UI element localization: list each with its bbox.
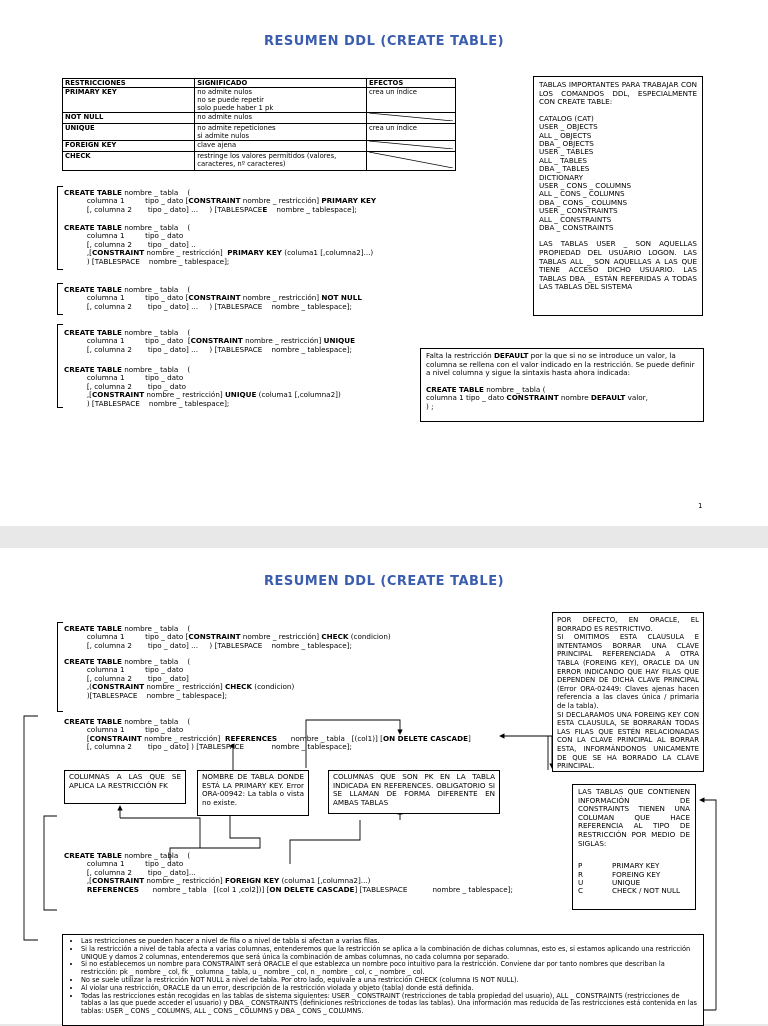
table-row [63,113,456,124]
restriction-cell: NOT NULL [63,113,195,124]
system-tables-note [533,76,703,316]
system-table-item: USER _ CONSTRAINTS [539,206,618,216]
constraint-code-row [578,887,690,895]
page-2 [0,548,768,1024]
effect-cell: crea un índice [367,124,456,141]
system-table-item: DBA _ CONSTRAINTS [539,223,614,233]
default-note [420,348,704,422]
system-table-item: DBA _ OBJECTS [539,139,594,148]
note-item: • Las restricciones se pueden hacer a nivel de fila o a nivel de tabla si afectan a varias filas. [81,938,699,946]
note-item: • Al violar una restricción, ORACLE da un error, descripción de la restricción violada y objeto (tabla) donde está definida. [81,985,699,993]
note-item: • Si la restricción a nivel de tabla afecta a varias columnas, entenderemos que la restricción se aplica a la combinación de dichas columnas, esto es, si estamos aplicando una restricción UNIQUE y damos 2 columnas, entenderemos que será única la combinación de ambas columnas, no cada columna por separado. [81,946,699,962]
restriction-cell: UNIQUE [63,124,195,141]
note-item: • Todas las restricciones están recogidas en las tablas de sistema siguientes: USER _ CONSTRAINT (restricciones de tabla propiedad del usuario), ALL _ CONSTRAINTS (restricciones de tablas a las que puede acceder el usuario) y DBA _ CONSTRAINTS (definiciones restricciones de todas las tablas). Una información mas reducida de las restricciones está contenida en las tablas: USER _ CONS _ COLUMNS, ALL _ CONS _ COLUMNS y DBA _ CONS _ COLUMNS. [81,993,699,1016]
note-item: • No se suele utilizar la restricción NOT NULL a nivel de tabla. Por otro lado, equivale a una restricción CHECK (columna IS NOT NULL). [81,977,699,985]
page-title: RESUMEN DDL (CREATE TABLE) [263,34,505,49]
fk-columns-callout: COLUMNAS A LAS QUE SE APLICA LA RESTRICCIÓN FK [64,770,186,804]
code-letter: P [578,861,583,871]
restriction-cell: PRIMARY KEY [63,88,195,113]
cross-line [369,152,453,168]
referenced-table-callout: NOMBRE DE TABLA DONDE ESTÁ LA PRIMARY KEY. Error ORA-00942: La tabla o vista no existe. [197,770,309,816]
code-meaning: CHECK / NOT NULL [612,886,681,896]
system-table-item: ALL _ CONS _ COLUMNS [539,189,625,199]
notes-box [62,934,704,1026]
table-row [63,152,456,171]
meaning-cell: no admite nulos [195,113,367,124]
cross-line [369,113,453,121]
table-header: EFECTOS [367,79,456,88]
table-row [63,141,456,152]
bracket [57,186,63,270]
system-table-item: DBA _ CONS _ COLUMNS [539,197,628,207]
default-description: Falta la restricción DEFAULT por la que si no se introduce un valor, la columna se rellena con el valor indicado en la restricción. Se puede definir a nivel columna y sigue la sintaxis hasta ahora indicada: [426,351,695,378]
system-table-item: ALL _ CONSTRAINTS [539,214,612,224]
restriction-cell: CHECK [63,152,195,171]
code-letter: U [578,877,584,887]
system-table-item: DICTIONARY [539,172,584,182]
note-item: • Si no establecemos un nombre para CONSTRAINT será ORACLE el que establezca un nombre poco intuitivo para la restricción. Conviene dar por tanto nombres que describan la restricción: pk _ nombre _ col, fk _ columna _ tabla, u _ nombre _ col, n _ nombre _ col, c _ nombre _ col. [81,961,699,977]
bracket [57,324,63,408]
code-pk-table: CREATE TABLE nombre _ tabla ( columna 1 tipo _ dato [, columna 2 tipo _ dato] .. ,[CONSTRAINT nombre _ restricción] PRIMARY KEY (columa1 [,columna2]...) ) [TABLESPACE nombre _ tablespace]; [64,223,374,266]
code-letter: R [578,869,583,879]
system-table-item: USER _ OBJECTS [539,122,598,132]
constraint-types-intro: LAS TABLAS QUE CONTIENEN INFORMACIÓN DE CONSTRAINTS TIENEN UNA COLUMAN QUE HACE REFERENCIA AL TIPO DE RESTRICCIÓN POR MEDIO DE SIGLAS: [578,787,690,848]
constraint-types-note [572,784,696,910]
code-fk-table: CREATE TABLE nombre _ tabla ( columna 1 tipo _ dato [, columna 2 tipo _ dato]... ,[CONSTRAINT nombre _ restricción] FOREIGN KEY (columa1 [,columna2]...) REFERENCES nombre _ tabla [(col 1 ,col2])] [ON DELETE CASCADE] [TABLESPACE nombre _ tablespace]; [64,851,513,894]
code-not-null: CREATE TABLE nombre _ tabla ( columna 1 tipo _ dato [CONSTRAINT nombre _ restricción] NOT NULL [, columna 2 tipo _ dato] ... ) [TABLESPACE nombre _ tablespace]; [64,285,362,311]
table-header: RESTRICCIONES [63,79,195,88]
note-intro: TABLAS IMPORTANTES PARA TRABAJAR CON LOS COMANDOS DDL, ESPECIALMENTE CON CREATE TABLE: [539,80,697,107]
default-code: CREATE TABLE nombre _ tabla ( columna 1 tipo _ dato CONSTRAINT nombre DEFAULT valor, ) ; [426,384,648,411]
pk-columns-callout: COLUMNAS QUE SON PK EN LA TABLA INDICADA EN REFERENCES. OBLIGATORIO SI SE LLAMAN DE FORMA DIFERENTE EN AMBAS TABLAS [328,770,500,814]
cross-line [369,141,453,149]
effect-cell-crossed [367,152,456,171]
meaning-cell: clave ajena [195,141,367,152]
code-pk-column: CREATE TABLE nombre _ tabla ( columna 1 tipo _ dato [CONSTRAINT nombre _ restricción] PRIMARY KEY [, columna 2 tipo _ dato] ... ) [TABLESPACEE nombre _ tablespace]; [64,188,377,214]
bracket [57,283,63,315]
restriction-cell: FOREIGN KEY [63,141,195,152]
note-outro: LAS TABLAS USER _ SON AQUELLAS PROPIEDAD DEL USUARIO LOGON. LAS TABLAS ALL _ SON AQUELLAS A LAS QUE TIENE ACCESO DICHO USUARIO. LAS TABLAS DBA _ ESTÁN REFERIDAS A TODAS LAS TABLAS DEL SISTEMA [539,239,697,292]
restrictions-table [62,78,456,171]
table-header: SIGNIFICADO [195,79,367,88]
on-delete-cascade-note: POR DEFECTO, EN ORACLE, EL BORRADO ES RESTRICTIVO. SI OMITIMOS ESTA CLAUSULA E INTENTAMOS BORRAR UNA CLAVE PRINCIPAL REFERENCIADA A OTRA TABLA (FOREING KEY), ORACLE DA UN ERROR INDICANDO QUE HAY FILAS QUE DEPENDEN DE DICHA CLAVE PRINCIPAL (Error ORA-02449: Claves ajenas hacen referencia a las claves única / primaria de la tabla). SI DECLARAMOS UNA FOREING KEY CON ESTA CLAUSULA, SE BORRARÁN TODAS LAS FILAS QUE ESTÉN RELACIONADAS CON LA CLAVE PRINCIPAL AL BORRAR ESTA, INFORMÁNDONOS UNICAMENTE DE QUE SE HA BORRADO LA CLAVE PRINCIPAL. [552,612,704,772]
system-table-item: DBA _ TABLES [539,164,590,174]
code-meaning: UNIQUE [612,877,641,887]
meaning-cell: no admite repeticiones si admite nulos [195,124,367,141]
system-table-item: CATALOG (CAT) [539,113,594,123]
code-check-table: CREATE TABLE nombre _ tabla ( columna 1 tipo _ dato [, columna 2 tipo _ dato] ,(CONSTRAINT nombre _ restricción] CHECK (condicion) )[TABLESPACE nombre _ tablespace]; [64,657,295,700]
system-table-item: ALL _ TABLES [539,155,587,165]
meaning-cell: restringe los valores permitidos (valores, caracteres, nº caracteres) [195,152,367,171]
code-fk-column: CREATE TABLE nombre _ tabla ( columna 1 tipo _ dato [CONSTRAINT nombre _ restricción] REFERENCES nombre _ tabla [(col1)] [ON DELETE CASCADE] [, columna 2 tipo _ dato] ) [TABLESPACE nombre _ tablespace]; [64,717,471,752]
table-row [63,88,456,113]
constraint-codes [578,862,690,896]
system-table-item: USER _ TABLES [539,147,594,157]
system-table-item: ALL _ OBJECTS [539,130,592,140]
page-number: 1 [698,502,703,510]
system-tables-list [539,115,697,233]
notes-list [67,938,699,1016]
effect-cell: crea un índice [367,88,456,113]
page-title: RESUMEN DDL (CREATE TABLE) [263,574,505,589]
meaning-cell: no admite nulos no se puede repetir solo puede haber 1 pk [195,88,367,113]
effect-cell-crossed [367,141,456,152]
code-meaning: FOREING KEY [612,869,661,879]
table-row [63,124,456,141]
code-letter: C [578,886,584,896]
code-unique-table: CREATE TABLE nombre _ tabla ( columna 1 tipo _ dato [, columna 2 tipo _ dato ,[CONSTRAINT nombre _ restricción] UNIQUE (columa1 [,columna2]) ) [TABLESPACE nombre _ tablespace]; [64,365,341,408]
effect-cell-crossed [367,113,456,124]
system-table-item: USER _ CONS _ COLUMNS [539,181,632,191]
code-check-column: CREATE TABLE nombre _ tabla ( columna 1 tipo _ dato [CONSTRAINT nombre _ restricción] CHECK (condicion) [, columna 2 tipo _ dato] ... ) [TABLESPACE nombre _ tablespace]; [64,624,391,650]
code-unique-column: CREATE TABLE nombre _ tabla ( columna 1 tipo _ dato [CONSTRAINT nombre _ restricción] UNIQUE [, columna 2 tipo _ dato] ... ) [TABLESPACE nombre _ tablespace]; [64,328,356,354]
code-meaning: PRIMARY KEY [612,861,660,871]
